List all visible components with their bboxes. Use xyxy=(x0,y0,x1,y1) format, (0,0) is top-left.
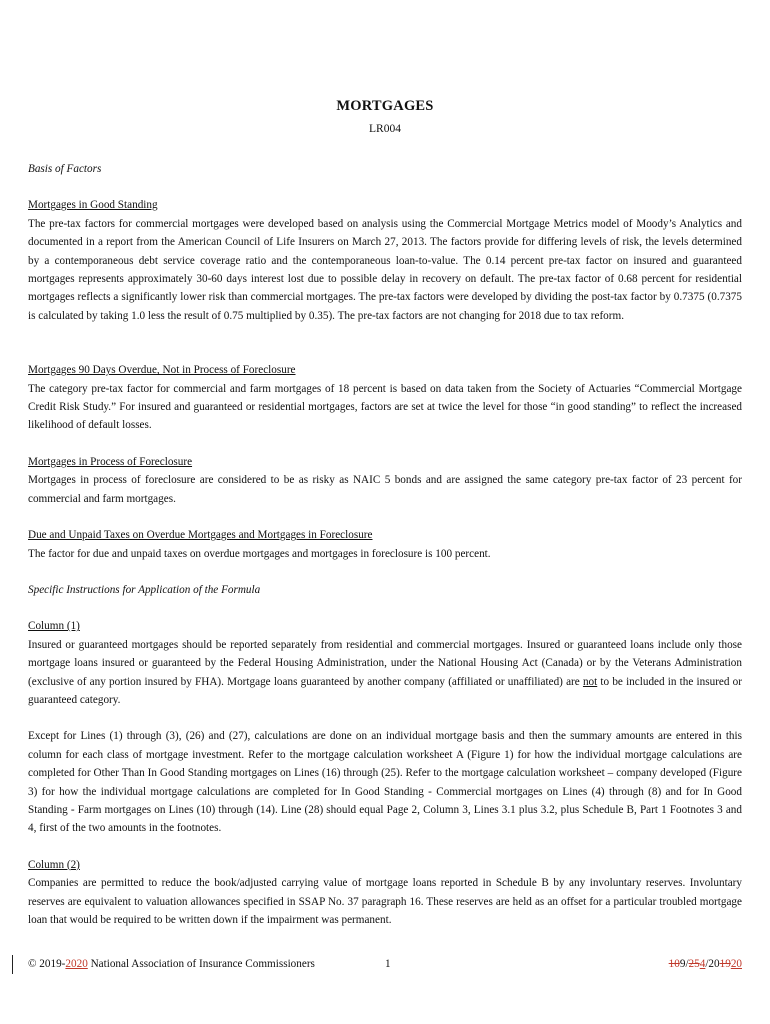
specific-instructions-heading: Specific Instructions for Application of the Formula xyxy=(28,583,261,596)
basis-heading: Basis of Factors xyxy=(28,163,102,175)
overdue-heading: Mortgages 90 Days Overdue, Not in Process of Foreclosure xyxy=(28,364,296,377)
overdue-text: The category pre-tax factor for commercial and farm mortgages of 18 percent is based on data taken from the Society of Actuaries “Commercial Mortgage Credit Risk Study.” For insured and guaranteed or residential mortgages, factors are set at twice the level for those “in good standing” to reflect the increased likelihood of default losses. xyxy=(28,382,742,432)
foreclosure-heading: Mortgages in Process of Foreclosure xyxy=(28,455,193,468)
page-title: MORTGAGES xyxy=(336,98,434,114)
footer-page-number: 1 xyxy=(385,958,391,970)
footer-date: 109/254/201920 xyxy=(668,958,742,970)
column1-heading: Column (1) xyxy=(28,620,80,633)
column1-text: Insured or guaranteed mortgages should be reported separately from residential and commercial mortgages. Insured or guaranteed loans include only those mortgage loans insured or guaranteed by the Federal Housing Administration, under the National Housing Act (Canada) or by the Veterans Administration (exclusive of any portion insured by FHA). Mortgage loans guaranteed by another company (affiliated or unaffiliated) are not to be included in the insured or guaranteed category. xyxy=(28,638,742,706)
foreclosure-text: Mortgages in process of foreclosure are considered to be as risky as NAIC 5 bonds and are assigned the same category pre-tax factor of 23 percent for commercial and farm mortgages. xyxy=(28,474,742,505)
document-page xyxy=(28,0,742,1024)
change-bar xyxy=(12,955,13,974)
good-standing-text: The pre-tax factors for commercial mortgages were developed based on analysis using the Commercial Mortgage Metrics model of Moody’s Analytics and documented in a report from the American Council of Life Insurers on March 27, 2013. The factors provide for differing levels of risk, the levels determined by a contemporaneous debt service coverage ratio and the contemporaneous loan-to-value. The 0.14 percent pre-tax factor on insured and guaranteed mortgages represents approximately 30-60 days interest lost due to possible delay in recovery on default. The pre-tax factor of 0.68 percent for residential mortgages reflects a significantly lower risk than commercial mortgages. The pre-tax factors were developed by dividing the post-tax factor by 0.7375 (0.7375 is calculated by taking 1.0 less the result of 0.75 multiplied by 0.35). The pre-tax factors are not changing for 2018 due to tax reform. xyxy=(28,217,742,322)
column2-heading: Column (2) xyxy=(28,858,80,871)
column2-text: Companies are permitted to reduce the book/adjusted carrying value of mortgage loans reported in Schedule B by any involuntary reserves. Involuntary reserves are equivalent to valuation allowances specified in SSAP No. 37 paragraph 16. These reserves are held as an offset for a particular troubled mortgage loan that would be required to be written down if the impairment was permanent. xyxy=(28,877,742,926)
not-emphasis: not xyxy=(582,675,598,688)
column1-text-2: Except for Lines (1) through (3), (26) and (27), calculations are done on an individual mortgage basis and then the summary amounts are entered in this column for each class of mortgage investment. Refer to the mortgage calculation worksheet A (Figure 1) for how the individual mortgage calculations are completed for Other Than In Good Standing mortgages on Lines (16) through (25). Refer to the mortgage calculation worksheet – company developed (Figure 3) for how the individual mortgage calculations are completed for In Good Standing - Commercial mortgages on Lines (4) through (8) and for In Good Standing - Farm mortgages on Lines (10) through (14). Line (28) should equal Page 2, Column 3, Lines 3.1 plus 3.2, plus Schedule B, Part 1 Footnotes 3 and 4, first of the two amounts in the footnotes. xyxy=(28,730,742,835)
taxes-heading: Due and Unpaid Taxes on Overdue Mortgages and Mortgages in Foreclosure xyxy=(28,529,373,542)
document-code: LR004 xyxy=(369,123,401,135)
taxes-text: The factor for due and unpaid taxes on overdue mortgages and mortgages in foreclosure is 100 percent. xyxy=(28,547,491,560)
document-body xyxy=(28,160,742,929)
inserted-year: 2020 xyxy=(65,958,88,970)
good-standing-heading: Mortgages in Good Standing xyxy=(28,199,158,212)
footer-copyright: © 2019-2020 National Association of Insurance Commissioners xyxy=(28,958,315,970)
